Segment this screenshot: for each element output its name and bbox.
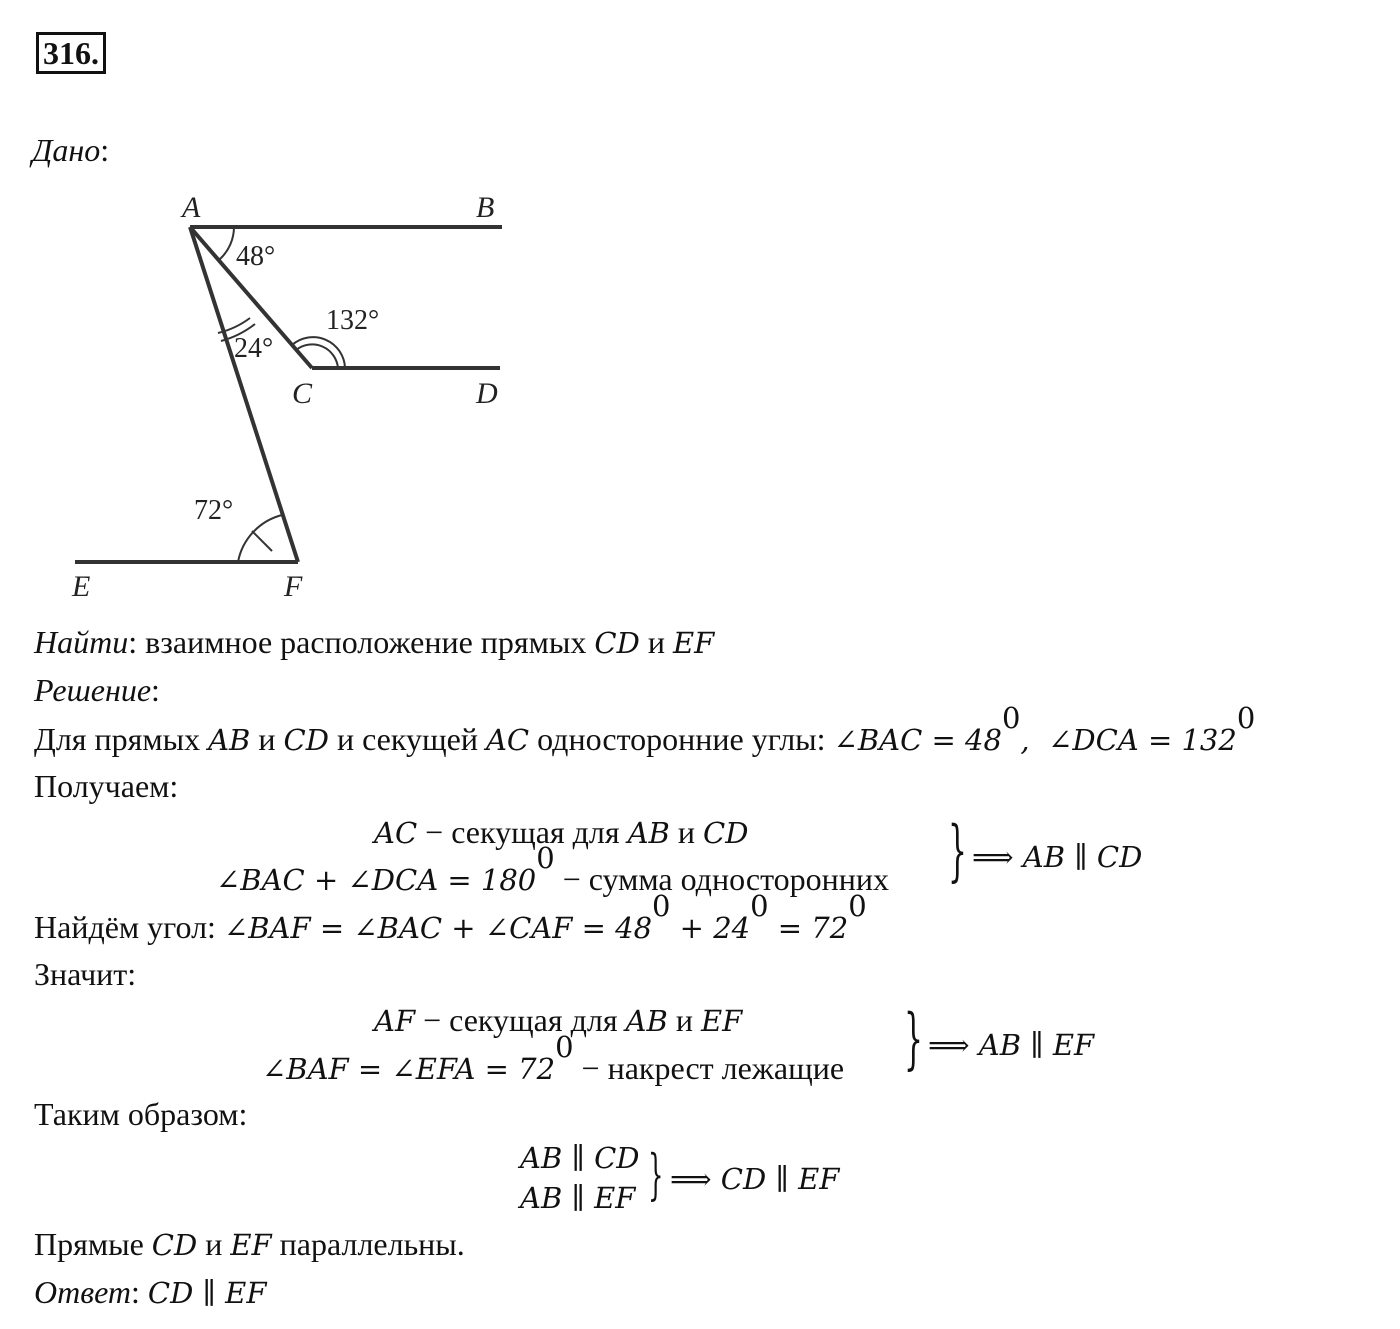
label-f: F	[284, 570, 303, 603]
text-segment: − секущая для	[417, 814, 628, 850]
system2-row2	[262, 1030, 845, 1089]
answer-line	[34, 1272, 266, 1313]
geometry-figure	[40, 175, 550, 615]
answer-label: Ответ	[34, 1274, 131, 1310]
find-line-ef: EF	[672, 626, 715, 660]
math-angle-baf: ∠BAF = ∠BAC + ∠CAF = 48	[223, 910, 653, 945]
arc-bac	[220, 227, 234, 259]
degree-mark: 0	[1001, 701, 1021, 735]
math-ac: AC	[485, 722, 530, 757]
text-segment: − сумма односторонних	[554, 860, 890, 897]
math-ab: AB	[208, 722, 251, 757]
text-segment: параллельны.	[271, 1226, 465, 1262]
conclusion-line	[34, 1224, 465, 1265]
system3-brace: }	[648, 1143, 664, 1206]
math-ab: AB	[627, 816, 670, 850]
system2-result: ⟹ AB ∥ EF	[928, 1028, 1095, 1062]
math-angle-dca: ∠DCA = 132	[1048, 722, 1237, 757]
find-line-cd: CD	[594, 626, 640, 660]
given-label: Дано	[32, 132, 101, 168]
degree-mark: 0	[652, 889, 671, 923]
problem-number: 316.	[36, 32, 106, 74]
given-heading: Дано:	[32, 132, 110, 168]
label-a: A	[182, 191, 201, 224]
find-text: : взаимное расположение прямых	[128, 624, 595, 660]
text-segment: и секущей	[328, 720, 486, 757]
degree-mark: 0	[848, 889, 867, 923]
thus-text: Таким образом:	[34, 1096, 248, 1132]
one-sided-angles-line: Для прямых AB и CD и секущей AC односторонние углы: ∠BAC = $48^0$, ∠DCA = $132^0$	[34, 701, 1256, 757]
solution-heading: Решение:	[34, 672, 160, 708]
find-label: Найти	[34, 624, 129, 660]
math-angle-bac: ∠BAC = 48	[833, 722, 1002, 757]
degree-mark: 0	[555, 1030, 574, 1064]
text-segment: − секущая для	[415, 1002, 626, 1038]
label-e: E	[72, 570, 91, 603]
degree-mark: 0	[750, 889, 769, 923]
text-segment: и	[669, 814, 703, 850]
angle-efa-label: 72°	[194, 495, 234, 526]
angle-bac-label: 48°	[236, 241, 276, 272]
label-b: B	[476, 191, 495, 224]
text-segment: Для прямых	[34, 720, 209, 757]
math-ef: EF	[700, 1004, 743, 1038]
solution-label: Решение	[34, 672, 152, 708]
text-segment: и	[197, 1226, 231, 1262]
text-segment: :	[131, 1274, 148, 1310]
system1-row2	[216, 841, 890, 900]
means-text: Значит:	[34, 956, 137, 992]
answer-math: CD ∥ EF	[147, 1276, 267, 1310]
system3-row2: AB ∥ EF	[520, 1181, 636, 1215]
obtain-text: Получаем:	[34, 768, 179, 804]
label-d: D	[476, 377, 498, 410]
find-angle-line	[34, 889, 867, 948]
text-segment: и	[667, 1002, 701, 1038]
math-term: = 72	[768, 910, 849, 945]
math-ef: EF	[230, 1228, 272, 1262]
math-term: + 24	[670, 910, 751, 945]
system1-brace: }	[948, 812, 967, 889]
math-angle-sum: ∠BAC + ∠DCA = 180	[216, 862, 537, 897]
system3-result: ⟹ CD ∥ EF	[670, 1162, 840, 1196]
text-segment: и	[250, 720, 284, 757]
degree-mark: 0	[536, 841, 555, 875]
math-cd: CD	[703, 816, 749, 850]
math-cd: CD	[151, 1228, 198, 1262]
angle-cab-label: 24°	[234, 333, 274, 364]
system1-row1	[374, 812, 748, 853]
system3-row1: AB ∥ CD	[520, 1141, 640, 1175]
math-ac: AC	[374, 816, 418, 850]
text-segment: − накрест лежащие	[573, 1049, 845, 1086]
find-conj: и	[639, 624, 673, 660]
angle-dca-label: 132°	[326, 305, 380, 336]
math-cd: CD	[283, 722, 329, 757]
system2-brace: }	[904, 1000, 923, 1077]
math-ab: AB	[625, 1004, 668, 1038]
label-c: C	[292, 377, 313, 410]
find-line	[34, 622, 714, 663]
system1-result: ⟹ AB ∥ CD	[972, 840, 1143, 874]
text-segment: односторонние углы:	[529, 720, 834, 757]
degree-mark: 0	[1236, 701, 1256, 735]
arc-efa-tick	[252, 531, 272, 551]
text-segment: Найдём угол:	[34, 908, 224, 945]
math-angle-eq: ∠BAF = ∠EFA = 72	[262, 1051, 556, 1086]
math-af: AF	[374, 1004, 416, 1038]
text-segment: Прямые	[34, 1226, 152, 1262]
